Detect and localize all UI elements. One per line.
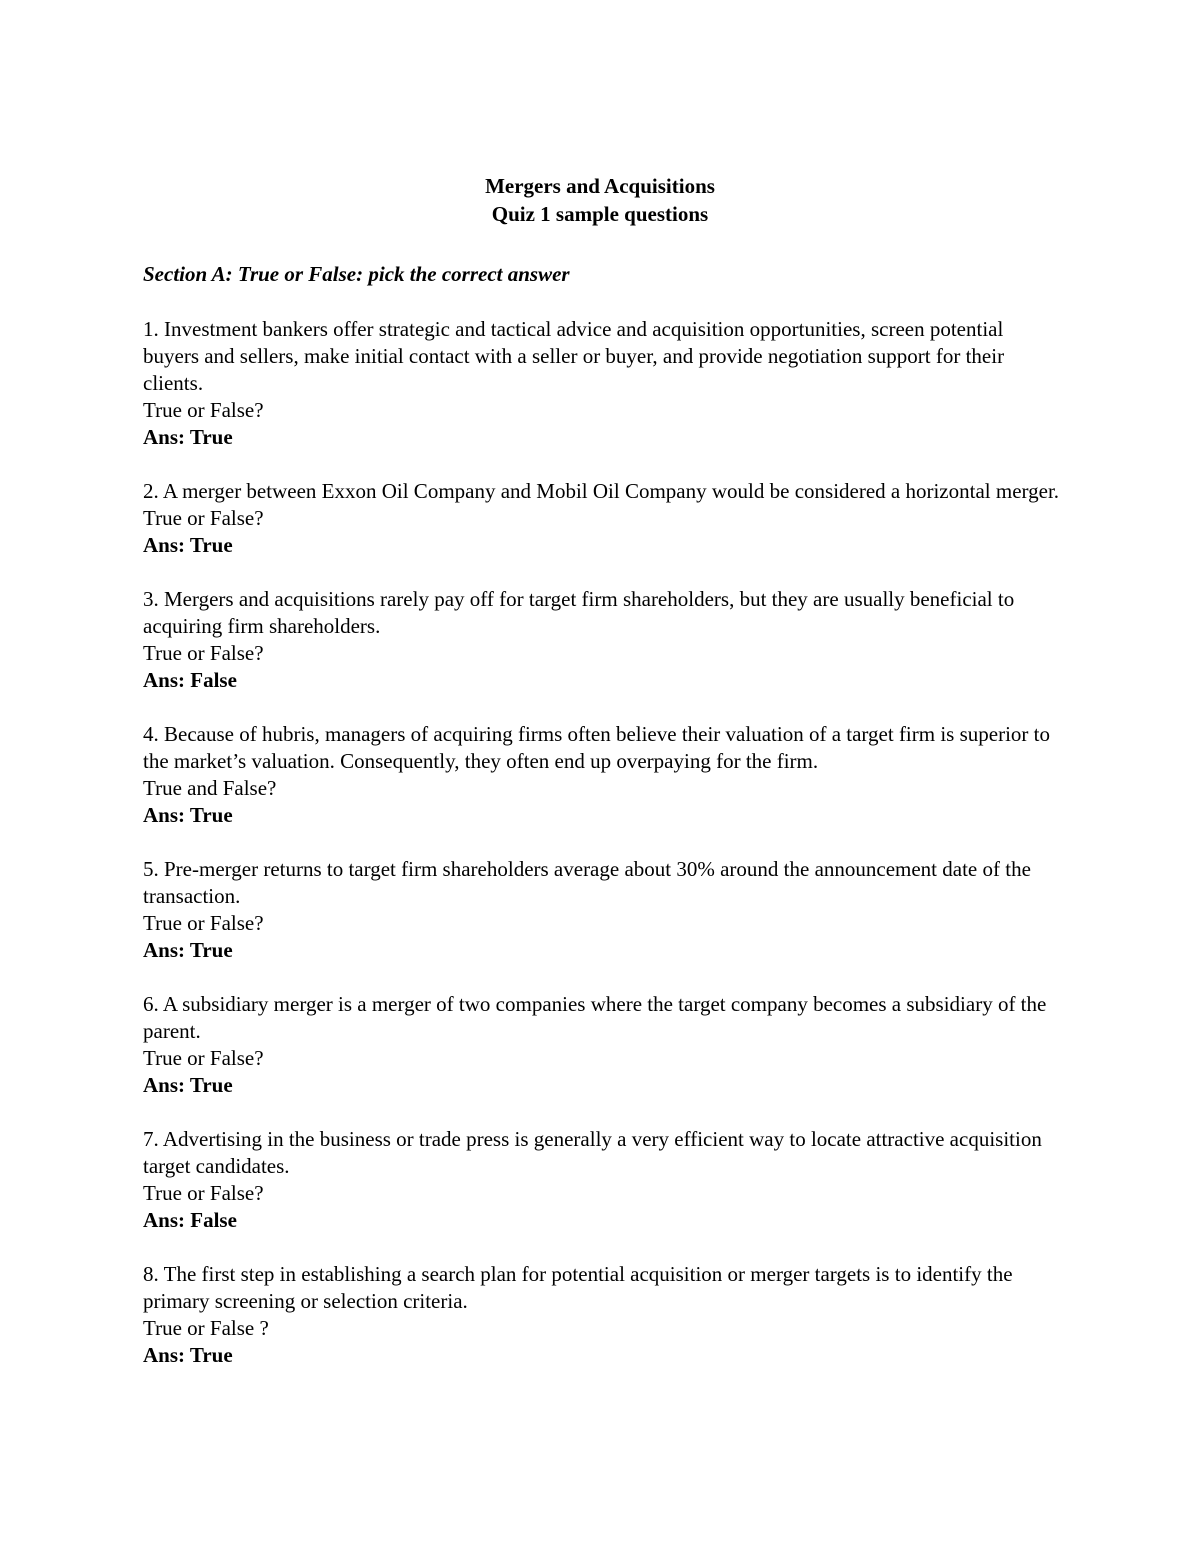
question-answer: Ans: True [143, 533, 233, 557]
question-item [143, 856, 1063, 964]
title-block [0, 172, 1200, 228]
question-item [143, 478, 1063, 559]
question-answer: Ans: True [143, 938, 233, 962]
question-text: 5. Pre-merger returns to target firm shareholders average about 30% around the announcement date of the transaction. [143, 857, 1031, 908]
question-prompt: True or False? [143, 1046, 264, 1070]
question-item [143, 1126, 1063, 1234]
question-answer: Ans: True [143, 1343, 233, 1367]
document-title: Mergers and Acquisitions [485, 174, 715, 198]
question-text: 1. Investment bankers offer strategic and tactical advice and acquisition opportunities, screen potential buyers and sellers, make initial contact with a seller or buyer, and provide negotiation support for their clients. [143, 317, 1005, 395]
question-prompt: True or False? [143, 398, 264, 422]
question-text: 4. Because of hubris, managers of acquiring firms often believe their valuation of a target firm is superior to the market’s valuation. Consequently, they often end up overpaying for the firm. [143, 722, 1050, 773]
question-answer: Ans: False [143, 1208, 237, 1232]
question-prompt: True or False? [143, 1181, 264, 1205]
question-prompt: True or False ? [143, 1316, 269, 1340]
question-answer: Ans: True [143, 803, 233, 827]
question-prompt: True or False? [143, 641, 264, 665]
question-item [143, 316, 1063, 451]
document-subtitle: Quiz 1 sample questions [491, 202, 709, 226]
question-answer: Ans: True [143, 425, 233, 449]
question-answer: Ans: True [143, 1073, 233, 1097]
question-prompt: True or False? [143, 506, 264, 530]
question-prompt: True or False? [143, 911, 264, 935]
question-list [143, 316, 1063, 1396]
question-item [143, 586, 1063, 694]
question-text: 3. Mergers and acquisitions rarely pay off for target firm shareholders, but they are usually beneficial to acquiring firm shareholders. [143, 587, 1015, 638]
section-heading: Section A: True or False: pick the correct answer [143, 262, 570, 286]
question-answer: Ans: False [143, 668, 237, 692]
question-item [143, 721, 1063, 829]
question-text: 6. A subsidiary merger is a merger of two companies where the target company becomes a subsidiary of the parent. [143, 992, 1047, 1043]
question-item [143, 991, 1063, 1099]
question-item [143, 1261, 1063, 1369]
question-text: 2. A merger between Exxon Oil Company and Mobil Oil Company would be considered a horizontal merger. [143, 479, 1060, 503]
question-text: 8. The first step in establishing a search plan for potential acquisition or merger targets is to identify the primary screening or selection criteria. [143, 1262, 1013, 1313]
question-prompt: True and False? [143, 776, 277, 800]
question-text: 7. Advertising in the business or trade press is generally a very efficient way to locate attractive acquisition target candidates. [143, 1127, 1042, 1178]
